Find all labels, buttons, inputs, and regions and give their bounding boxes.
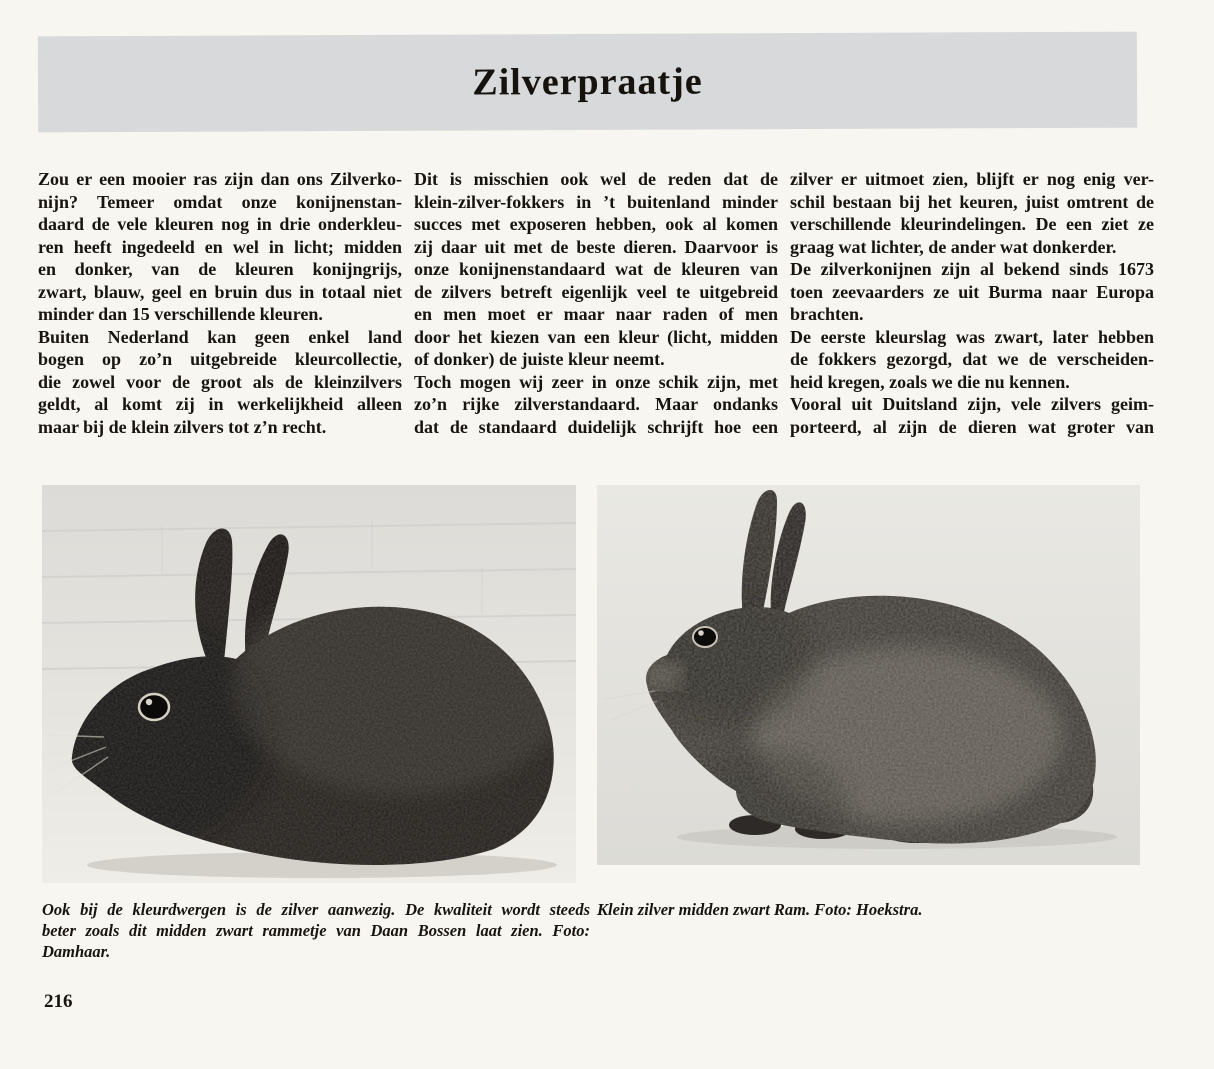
text-column-1: [38, 168, 402, 438]
body-text-line: onze konijnenstandaard wat de kleuren van: [414, 259, 778, 279]
body-text-line: of donker) de juiste kleur neemt.: [414, 349, 665, 369]
body-text-line: klein-zilver-fokkers in ’t buitenland minder: [414, 191, 778, 212]
body-text-line: zilver er uitmoet zien, blijft er nog enig ver-: [790, 169, 1154, 189]
body-text-line: De zilverkonijnen zijn al bekend sinds 1673: [790, 259, 1154, 279]
body-text-line: Dit is misschien ook wel de reden dat de: [414, 169, 778, 189]
body-text-line: dat de standaard duidelijk schrijft hoe een: [414, 416, 778, 437]
body-text-line: die zowel voor de groot als de kleinzilvers: [38, 371, 402, 392]
body-text-line: maar bij de klein zilvers tot z’n recht.: [38, 416, 327, 437]
caption-line: beter zoals dit midden zwart rammetje van Daan Bossen laat zien. Foto:: [42, 921, 590, 940]
title-banner: [38, 32, 1137, 133]
body-text-line: zwart, blauw, geel en bruin dus in totaal niet: [38, 281, 402, 302]
body-text-line: graag wat lichter, de ander wat donkerder.: [790, 236, 1117, 257]
body-text-line: Zou er een mooier ras zijn dan ons Zilverko-: [38, 169, 402, 189]
body-text-line: porteerd, al zijn de dieren wat groter van: [790, 416, 1154, 437]
body-text-line: nijn? Temeer omdat onze konijnenstan-: [38, 191, 402, 212]
body-text-line: toen zeevaarders ze uit Burma naar Europa: [790, 281, 1154, 302]
caption-line: Ook bij de kleurdwergen is de zilver aanwezig. De kwaliteit wordt steeds: [42, 900, 590, 919]
page-number: 216: [44, 991, 73, 1012]
caption-line: Klein zilver midden zwart Ram. Foto: Hoekstra.: [597, 900, 923, 919]
body-text-line: geldt, al komt zij in werkelijkheid alleen: [38, 394, 402, 414]
photo-klein-zilver-ram: [597, 485, 1140, 865]
body-text-line: heid kregen, zoals we die nu kennen.: [790, 371, 1070, 392]
body-text-line: de zilvers betreft eigenlijk veel te uitgebreid: [414, 281, 778, 302]
body-text-line: bogen op zo’n uitgebreide kleurcollectie,: [38, 349, 402, 369]
body-text-line: ren heeft ingedeeld en wel in licht; midden: [38, 236, 402, 257]
body-text-line: door het kiezen van een kleur (licht, midden: [414, 326, 778, 347]
body-text-line: Vooral uit Duitsland zijn, vele zilvers geim-: [790, 394, 1154, 414]
body-text-line: zij daar uit met de beste dieren. Daarvoor is: [414, 236, 778, 257]
body-text-line: brachten.: [790, 304, 864, 324]
body-text-line: zo’n rijke zilverstandaard. Maar ondanks: [414, 394, 778, 414]
body-text-line: de fokkers gezorgd, dat we de verscheiden-: [790, 349, 1154, 369]
caption-left: [42, 899, 590, 962]
text-column-2: [414, 168, 778, 438]
caption-line: Damhaar.: [42, 942, 111, 961]
body-text-line: verschillende kleurindelingen. De een ziet ze: [790, 214, 1154, 234]
body-text-line: succes met exposeren hebben, ook al komen: [414, 214, 778, 234]
page-title: Zilverpraatje: [472, 60, 703, 104]
dwarf-rabbit-illustration: [42, 485, 576, 883]
body-text-line: Toch mogen wij zeer in onze schik zijn, met: [414, 371, 778, 392]
caption-right: [597, 899, 1145, 920]
text-column-3: [790, 168, 1154, 438]
body-text-line: Buiten Nederland kan geen enkel land: [38, 326, 402, 347]
body-text-line: minder dan 15 verschillende kleuren.: [38, 304, 323, 324]
klein-zilver-illustration: [597, 485, 1140, 865]
photo-dwarf-rabbit: [42, 485, 576, 883]
body-text-line: schil bestaan bij het keuren, juist omtrent de: [790, 191, 1154, 212]
body-text-line: daard de vele kleuren nog in drie onderkleu-: [38, 214, 402, 234]
body-text-line: en donker, van de kleuren konijngrijs,: [38, 259, 402, 279]
body-text-line: De eerste kleurslag was zwart, later hebben: [790, 326, 1154, 347]
body-text-line: en men moet er maar naar raden of men: [414, 304, 778, 324]
article-columns: [38, 168, 1154, 438]
